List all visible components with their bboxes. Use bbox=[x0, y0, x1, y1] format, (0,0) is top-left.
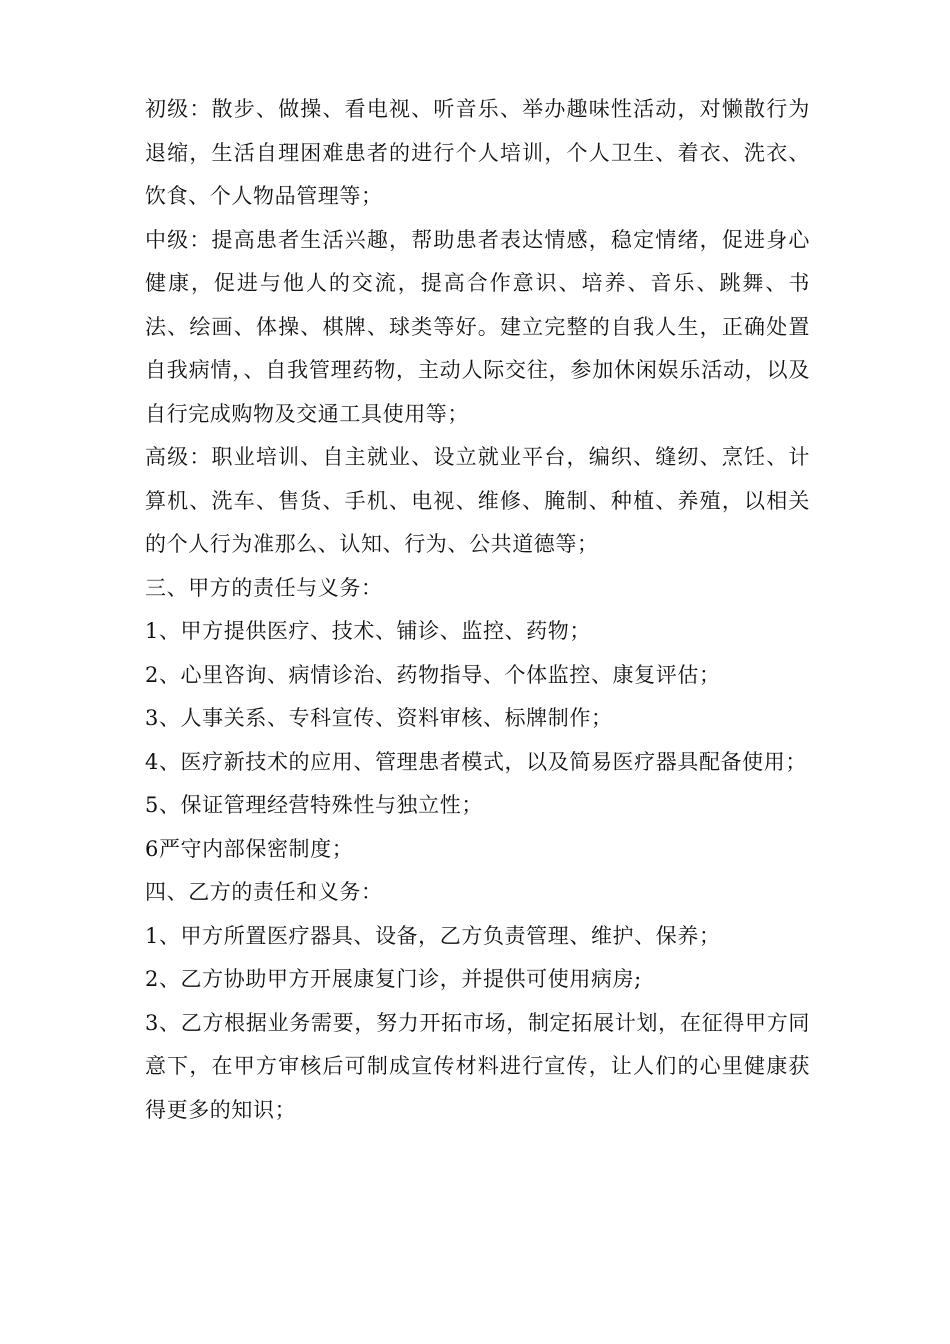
section-heading-party-b: 四、乙方的责任和义务： bbox=[145, 880, 383, 904]
party-a-item-4: 4、医疗新技术的应用、管理患者模式，以及简易医疗器具配备使用； bbox=[145, 749, 807, 774]
paragraph-basic-level: 初级：散步、做操、看电视、听音乐、举办趣味性活动，对懒散行为退缩，生活自理困难患者的进行个人培训，个人卫生、着衣、洗衣、饮食、个人物品管理等； bbox=[145, 97, 810, 208]
document-body bbox=[145, 88, 810, 1132]
party-a-item-5: 5、保证管理经营特殊性与独立性； bbox=[145, 793, 483, 817]
section-heading-party-a: 三、甲方的责任与义务： bbox=[145, 575, 383, 600]
party-a-item-1: 1、甲方提供医疗、技术、铺诊、监控、药物； bbox=[145, 619, 591, 643]
party-a-item-3: 3、人事关系、专科宣传、资料审核、标牌制作； bbox=[145, 706, 613, 730]
party-a-item-2: 2、心里咨询、病情诊治、药物指导、个体监控、康复评估； bbox=[145, 662, 721, 687]
party-b-item-2: 2、乙方协助甲方开展康复门诊，并提供可使用病房; bbox=[145, 967, 642, 991]
party-a-item-6: 6严守内部保密制度； bbox=[145, 836, 354, 861]
party-b-item-1: 1、甲方所置医疗器具、设备，乙方负责管理、维护、保养； bbox=[145, 923, 721, 948]
paragraph-advanced-level: 高级：职业培训、自主就业、设立就业平台，编织、缝纫、烹饪、计算机、洗车、售货、手机、电视、维修、腌制、种植、养殖，以相关的个人行为准那么、认知、行为、公共道德等； bbox=[145, 445, 810, 556]
paragraph-intermediate-level: 中级：提高患者生活兴趣，帮助患者表达情感，稳定情绪，促进身心健康，促进与他人的交流，提高合作意识、培养、音乐、跳舞、书法、绘画、体操、棋牌、球类等好。建立完整的自我人生，正确处置自我病情，、自我管理药物，主动人际交往，参加休闲娱乐活动，以及自行完成购物及交通工具使用等； bbox=[145, 227, 810, 426]
party-b-item-3: 3、乙方根据业务需要，努力开拓市场，制定拓展计划，在征得甲方同意下，在甲方审核后可制成宣传材料进行宣传，让人们的心里健康获得更多的知识； bbox=[145, 1010, 810, 1122]
